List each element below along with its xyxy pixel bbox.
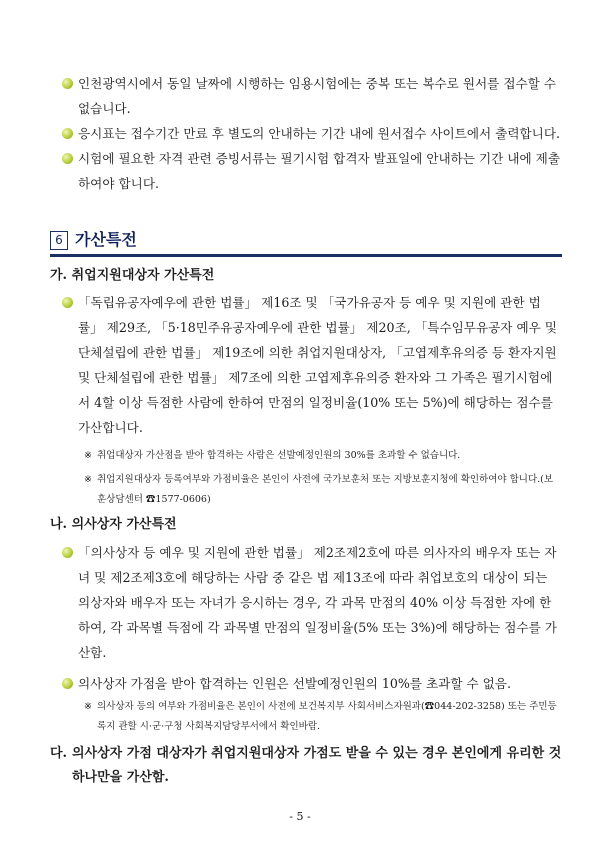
section-number: 6 — [50, 231, 68, 250]
intro-bullet — [62, 121, 562, 146]
intro-bullet-text: 응시표는 접수기간 만료 후 별도의 안내하는 기간 내에 원서접수 사이트에서 출력합니다. — [78, 126, 560, 141]
na-bullet-text: 의사상자 가점을 받아 합격하는 인원은 선발예정인원의 10%를 초과할 수 없음. — [78, 676, 511, 691]
ga-note — [84, 470, 562, 510]
ga-bullet — [62, 290, 562, 440]
na-bullet-text: 「의사상자 등 예우 및 지원에 관한 법률」 제2조제2호에 따른 의사자의 배우자 또는 자녀 및 제2조제3호에 해당하는 사람 중 같은 법 제13조에 따라 취업보호의 대상이 되는 의상자와 배우자 또는 자녀가 응시하는 경우, 각 과목 만점의 40% 이상 득점한 자에 한하여, 각 과목별 득점에 각 과목별 만점의 일정비율(5% 또는 3%)에 해당하는 점수를 가산함. — [78, 545, 557, 660]
na-note-text: 의사상자 등의 여부와 가점비율은 본인이 사전에 보건복지부 사회서비스자원과(☎044-202-3258) 또는 주민등록지 관할 시·군·구청 사회복지담당부서에서 확인바람. — [97, 701, 557, 732]
section-title: 가산특전 — [75, 230, 137, 249]
bullet-icon — [62, 547, 73, 558]
note-mark: ※ — [84, 701, 92, 712]
page-number: - 5 - — [289, 810, 311, 823]
na-bullet — [62, 671, 562, 696]
ga-bullet-text: 「독립유공자예우에 관한 법률」 제16조 및 「국가유공자 등 예우 및 지원에 관한 법률」 제29조, 「5·18민주유공자예우에 관한 법률」 제20조, 「특수임무유공자 예우 및 단체설립에 관한 법률」 제19조에 의한 취업지원대상자, 「고엽제후유의증 등 환자지원 및 단체설립에 관한 법률」 제7조에 의한 고엽제후유의증 환자와 그 가족은 필기시험에서 4할 이상 득점한 사람에 한하여 만점의 일정비율(10% 또는 5%)에 해당하는 점수를 가산합니다. — [78, 295, 557, 435]
note-mark: ※ — [84, 450, 92, 461]
intro-bullet — [62, 71, 562, 121]
note-mark: ※ — [84, 474, 92, 485]
bullet-icon — [62, 128, 73, 139]
na-note — [84, 697, 562, 737]
section-rule — [50, 254, 562, 257]
bullet-icon — [62, 678, 73, 689]
intro-bullet-text: 시험에 필요한 자격 관련 증빙서류는 필기시험 합격자 발표일에 안내하는 기간 내에 제출하여야 합니다. — [78, 151, 560, 191]
na-bullet — [62, 540, 562, 665]
subsection-da-text: 의사상자 가점 대상자가 취업지원대상자 가점도 받을 수 있는 경우 본인에게 유리한 것 하나만을 가산함. — [72, 746, 562, 785]
bullet-icon — [62, 78, 73, 89]
bullet-icon — [62, 153, 73, 164]
intro-bullet-text: 인천광역시에서 동일 날짜에 시행하는 임용시험에는 중복 또는 복수로 원서를 접수할 수 없습니다. — [78, 76, 556, 116]
bullet-icon — [62, 297, 73, 308]
subsection-heading-ga: 가. 취업지원대상자 가산특전 — [50, 268, 215, 283]
subsection-da — [50, 742, 562, 790]
subsection-heading-na: 나. 의사상자 가산특전 — [50, 517, 177, 532]
ga-note-text: 취업대상자 가산점을 받아 합격하는 사람은 선발예정인원의 30%를 초과할 수 없습니다. — [97, 450, 461, 461]
ga-note-text: 취업지원대상자 등록여부와 가점비율은 본인이 사전에 국가보훈처 또는 지방보훈지청에 확인하여야 합니다.(보훈상담센터 ☎1577-0606) — [97, 474, 554, 505]
section-header — [50, 228, 562, 258]
intro-bullet — [62, 146, 562, 196]
ga-note — [84, 446, 562, 466]
subsection-da-label: 다. — [50, 746, 68, 761]
